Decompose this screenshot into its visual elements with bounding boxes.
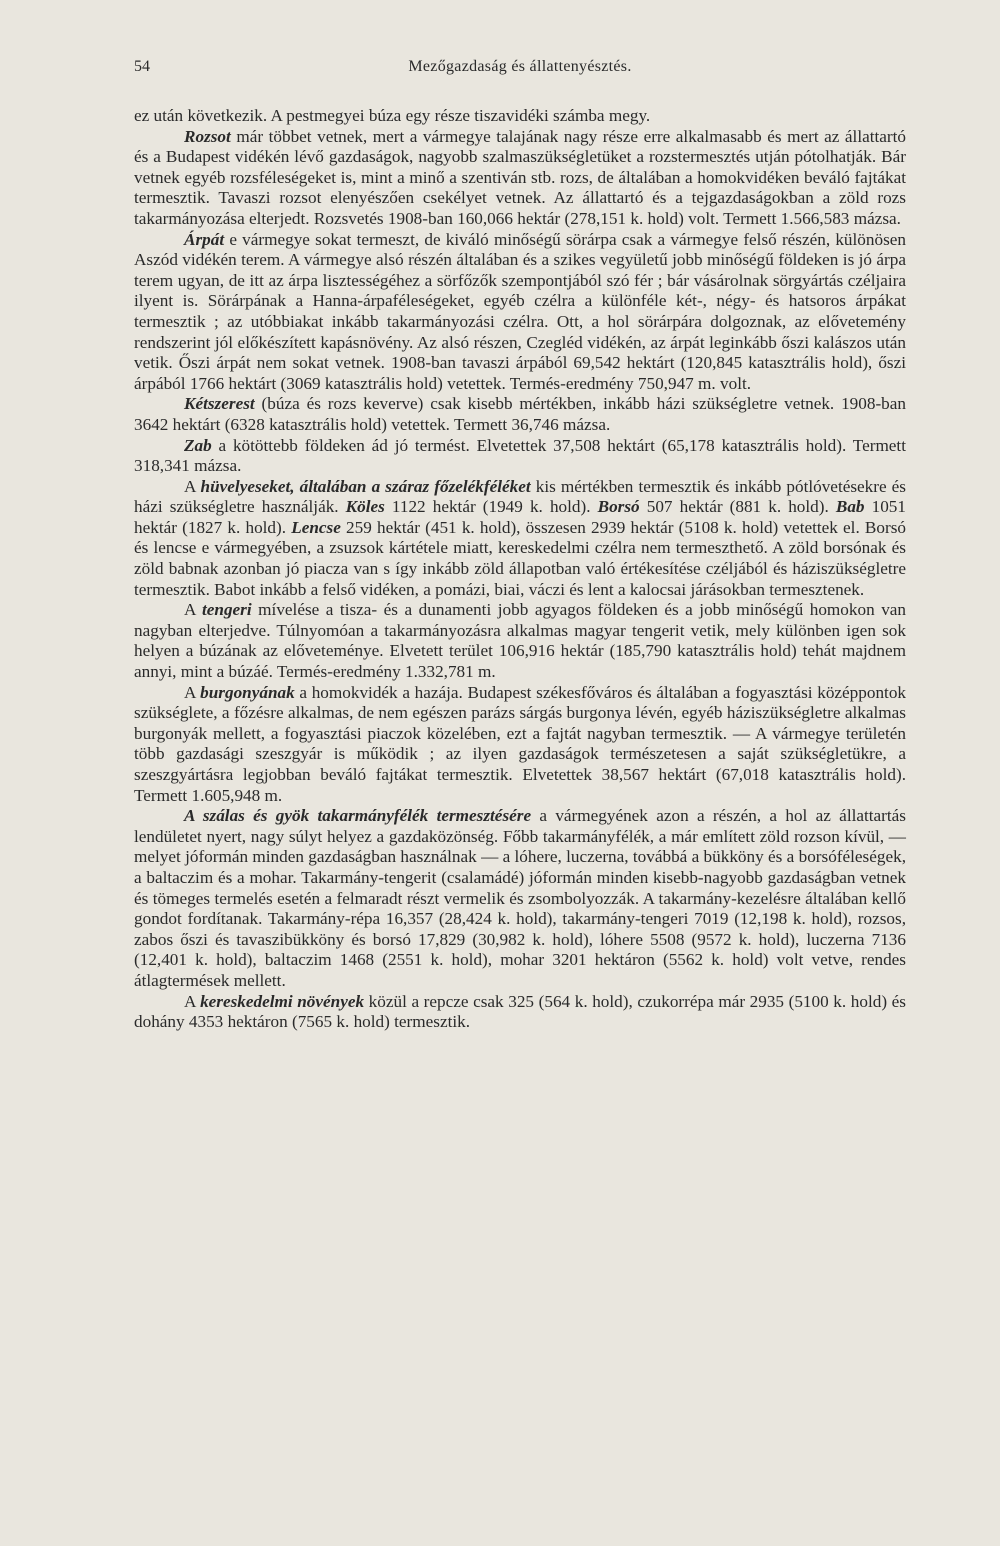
text-run: mívelése a tisza- és a dunamenti jobb agyagos földeken és a jobb minőségű homokon van nagyban elterjedve. Túlnyomóan a takarmányozásra alkalmas magyar tengerit vetik, mely különben igen sok helyen a búzának az előveteménye. Elvetett terület 106,916 hektár (185,790 katasztrális hold) tehát majdnem annyi, mint a búzáé. Termés-eredmény 1.332,781 m. — [134, 600, 907, 682]
text-run: (búza és rozs keverve) csak kisebb mértékben, inkább házi szükségletre vetnek. 1908-ban 3642 hektárt (6328 katasztrális hold) vetettek. Termett 36,746 mázsa. — [134, 394, 906, 434]
paragraph — [134, 992, 906, 1033]
paragraph — [134, 477, 906, 601]
emphasized-term: Köles — [345, 497, 385, 517]
emphasized-term: tengeri — [202, 600, 252, 620]
text-run: 1122 hektár (1949 k. hold). — [384, 497, 598, 517]
text-run: közül a repcze csak 325 (564 k. hold), czukorrépa már 2935 (5100 k. hold) és dohány 4353 hektáron (7565 k. hold) termesztik. — [134, 991, 906, 1032]
page-header — [134, 58, 906, 82]
text-run: 1051 hektár (1827 k. hold). — [134, 497, 906, 537]
text-run: e vármegye sokat termeszt, de kiváló minőségű sörárpa csak a vármegye felső részén, különösen Aszód vidékén terem. A vármegye alsó részén általában és a szikes vegyületű jobb minőségű földeken is jó árpa terem ugyan, de itt az árpa lisztességéhez a sörfőzők szempontjából szó fér ; bár vásárolnak sörgyártás czéljaira ilyent is. Sörárpának a Hanna-árpaféleségeket, egyéb czélra a különféle két-, négy- és hatsoros árpákat termesztik ; az utóbbiakat inkább takarmányozási czélra. Ott, a hol sörárpára dolgoznak, az elővetemény rendszerint jól előkészített kapásnövény. Az alsó részen, Czegléd vidékén, az árpát leginkább őszi kalászos után vetik. Őszi árpát nem sokat vetnek. 1908-ban tavaszi árpából 69,542 hektárt (120,845 katasztrális hold), őszi árpából 1766 hektárt (3069 katasztrális hold) vetettek. Termés-eredmény 750,947 m. volt. — [134, 229, 906, 393]
paragraph — [134, 394, 906, 435]
text-run: A — [184, 476, 201, 496]
text-run: 507 hektár (881 k. hold). — [639, 497, 836, 517]
page-number: 54 — [134, 58, 150, 75]
emphasized-term: Rozsot — [184, 126, 231, 146]
paragraph — [134, 683, 906, 807]
text-run: a homokvidék a hazája. Budapest székesfőváros és általában a fogyasztási középpontok szükséglete, a főzésre alkalmas, de nem egészen parázs sárgás burgonya lévén, egyéb háziszükségletre alkalmas burgonyák mellett, a fogyasztási piaczok közelében, ezt a fajtát nagyban termesztik. — A vármegye területén több gazdasági szeszgyár is működik ; az ilyen gazdaságok természetesen a saját szükségletükre, a szeszgyártásra legjobban beváló fajtákat termesztik. Elvetettek 38,567 hektárt (67,018 katasztrális hold). Termett 1.605,948 m. — [134, 682, 907, 805]
text-run: A — [184, 682, 201, 702]
emphasized-term: Árpát — [184, 229, 225, 249]
emphasized-term: Borsó — [597, 497, 640, 517]
emphasized-term: Zab — [184, 435, 212, 455]
text-run: A — [184, 600, 202, 620]
text-run: a vármegyének azon a részén, a hol az állattartás lendületet nyert, nagy súlyt helyez a gazdaközönség. Főbb takarmányfélék, a már említett zöld rozson kívül, — melyet jóformán minden gazdaságban használnak — a lóhere, luczerna, továbbá a bükköny és a borsóféleségek, a baltaczim és a mohar. Takarmány-tengerit (csalamádé) jóformán minden kisebb-nagyobb gazdaságban vetnek és tömeges termelés esetén a felmaradt részt vermelik és zsombolyozzák. A takarmány-kezelésre általában kellő gondot fordítanak. Takarmány-répa 16,357 (28,424 k. hold), takarmány-tengeri 7019 (12,198 k. hold), rozsos, zabos őszi és tavaszibükköny és borsó 17,829 (30,982 k. hold), lóhere 5508 (9572 k. hold), luczerna 7136 (12,401 k. hold), baltaczim 1468 (2551 k. hold), mohar 3201 hektáron (5562 k. hold) volt vetve, rendes átlagtermések mellett. — [134, 806, 906, 990]
paragraph — [134, 127, 906, 230]
text-run: A — [184, 991, 201, 1011]
emphasized-term: Bab — [835, 497, 865, 517]
emphasized-term: Lencse — [291, 517, 341, 537]
paragraph — [134, 106, 906, 127]
emphasized-term: A szálas és gyök takarmányfélék termesztésére — [184, 806, 532, 826]
text-run: a kötöttebb földeken ád jó termést. Elvetettek 37,508 hektárt (65,178 katasztrális hold). Termett 318,341 mázsa. — [134, 435, 906, 476]
paragraph — [134, 230, 906, 395]
text-run: kis mértékben termesztik és inkább pótlóvetésekre és házi szükségletre használják. — [134, 476, 906, 517]
running-title: Mezőgazdaság és állattenyésztés. — [408, 58, 632, 75]
emphasized-term: kereskedelmi növények — [200, 991, 365, 1011]
paragraph — [134, 436, 906, 477]
text-run: 259 hektár (451 k. hold), összesen 2939 hektár (5108 k. hold) vetettek el. Borsó és lencse e vármegyében, a zsuzsok kártétele miatt, kereskedelmi czélra nem termeszthető. A zöld borsónak és zöld babnak azonban jó piacza van s így inkább zöld állapotban való értékesítése czéljából és háziszükségletre termesztik. Babot inkább a felső vidéken, a pomázi, biai, váczi és lent a kalocsai járásokban termesztenek. — [134, 517, 906, 599]
emphasized-term: burgonyának — [200, 682, 295, 702]
text-run: már többet vetnek, mert a vármegye talajának nagy része erre alkalmasabb és mert az állattartó és a Budapest vidékén lévő gazdaságok, nagyobb szalmaszükségletüket a rozstermesztés utján pótolhatják. Bár vetnek egyéb rozsféleségeket is, mint a minő a szentiván stb. rozs, de általában a homokvidéken beváló fajtákat termesztik. Tavaszi rozsot elenyészően csekélyet vetnek. Az állattartó és a tejgazdaságokban a zöld rozs takarmányozása elterjedt. Rozsvetés 1908-ban 160,066 hektár (278,151 k. hold) volt. Termett 1.566,583 mázsa. — [134, 126, 906, 228]
paragraph — [134, 806, 906, 991]
text-run: ez után következik. A pestmegyei búza egy része tiszavidéki számba megy. — [134, 106, 651, 125]
body-text — [134, 106, 906, 1033]
emphasized-term: Kétszerest — [184, 394, 255, 414]
emphasized-term: hüvelyeseket, általában a száraz főzelékféléket — [200, 476, 531, 496]
paragraph — [134, 600, 906, 682]
